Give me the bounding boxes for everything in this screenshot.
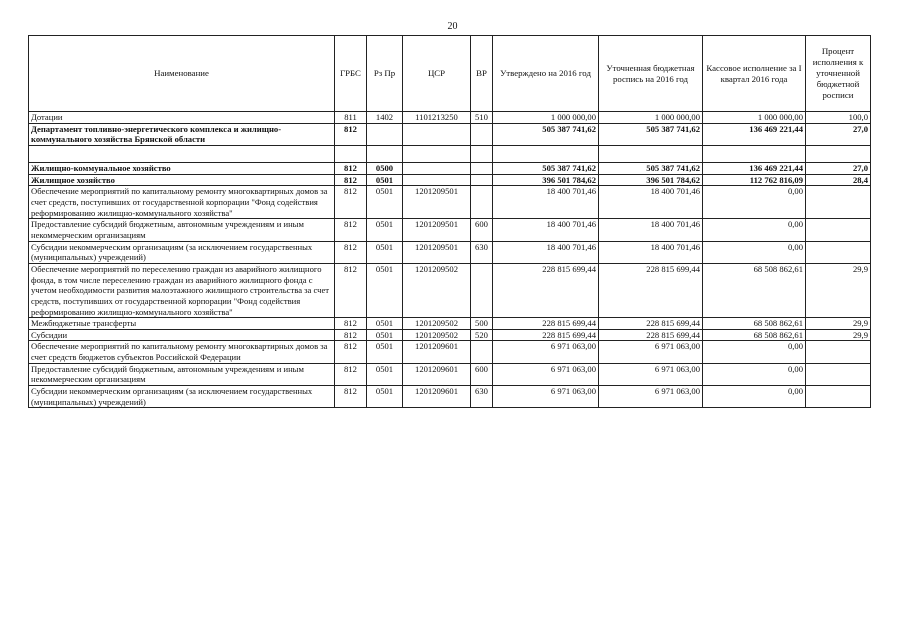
cell-rzpr: 1402 (367, 112, 403, 124)
cell-csr: 1201209601 (403, 386, 471, 408)
cell-grbs: 812 (335, 186, 367, 219)
cell-csr (403, 174, 471, 186)
cell-name: Предоставление субсидий бюджетным, автономным учреждениям и иным некоммерческим организациям (29, 363, 335, 385)
cell-percent (806, 341, 871, 363)
cell-vr: 630 (471, 241, 493, 263)
cell-percent: 100,0 (806, 112, 871, 124)
cell-percent: 29,9 (806, 263, 871, 317)
cell-name: Жилищное хозяйство (29, 174, 335, 186)
cell-approved: 6 971 063,00 (493, 386, 599, 408)
cell-percent (806, 186, 871, 219)
spacer-cell (403, 145, 471, 162)
header-percent: Процент исполнения к уточненной бюджетной росписи (806, 36, 871, 112)
cell-grbs: 812 (335, 241, 367, 263)
table-row (29, 186, 871, 219)
cell-vr (471, 123, 493, 145)
cell-cash: 0,00 (703, 186, 806, 219)
cell-percent: 29,9 (806, 318, 871, 330)
header-cash: Кассовое исполнение за I квартал 2016 года (703, 36, 806, 112)
cell-rzpr: 0501 (367, 386, 403, 408)
cell-approved: 396 501 784,62 (493, 174, 599, 186)
cell-refined: 228 815 699,44 (599, 329, 703, 341)
cell-rzpr: 0500 (367, 162, 403, 174)
cell-rzpr: 0501 (367, 186, 403, 219)
cell-cash: 68 508 862,61 (703, 318, 806, 330)
cell-csr: 1201209501 (403, 186, 471, 219)
cell-grbs: 812 (335, 329, 367, 341)
table-row (29, 329, 871, 341)
cell-vr (471, 186, 493, 219)
cell-refined: 18 400 701,46 (599, 241, 703, 263)
budget-table (28, 35, 871, 408)
cell-cash: 112 762 816,09 (703, 174, 806, 186)
cell-vr: 510 (471, 112, 493, 124)
cell-rzpr: 0501 (367, 341, 403, 363)
cell-grbs: 812 (335, 341, 367, 363)
cell-approved: 1 000 000,00 (493, 112, 599, 124)
cell-percent: 27,0 (806, 162, 871, 174)
table-row (29, 174, 871, 186)
cell-refined: 505 387 741,62 (599, 123, 703, 145)
cell-refined: 228 815 699,44 (599, 263, 703, 317)
cell-cash: 0,00 (703, 241, 806, 263)
cell-refined: 6 971 063,00 (599, 363, 703, 385)
cell-name: Жилищно-коммунальное хозяйство (29, 162, 335, 174)
cell-name: Субсидии некоммерческим организациям (за исключением государственных (муниципальных) учреждений) (29, 241, 335, 263)
cell-cash: 0,00 (703, 363, 806, 385)
cell-vr: 500 (471, 318, 493, 330)
cell-approved: 18 400 701,46 (493, 219, 599, 241)
header-name: Наименование (29, 36, 335, 112)
spacer-cell (806, 145, 871, 162)
cell-approved: 18 400 701,46 (493, 241, 599, 263)
spacer-cell (471, 145, 493, 162)
cell-approved: 6 971 063,00 (493, 341, 599, 363)
cell-approved: 18 400 701,46 (493, 186, 599, 219)
cell-rzpr: 0501 (367, 318, 403, 330)
table-row (29, 162, 871, 174)
cell-approved: 505 387 741,62 (493, 162, 599, 174)
cell-vr (471, 263, 493, 317)
header-refined: Уточненная бюджетная роспись на 2016 год (599, 36, 703, 112)
cell-rzpr: 0501 (367, 263, 403, 317)
header-vr: ВР (471, 36, 493, 112)
cell-refined: 6 971 063,00 (599, 341, 703, 363)
cell-percent: 29,9 (806, 329, 871, 341)
cell-csr: 1201209601 (403, 363, 471, 385)
cell-percent: 27,0 (806, 123, 871, 145)
cell-refined: 18 400 701,46 (599, 186, 703, 219)
cell-name: Межбюджетные трансферты (29, 318, 335, 330)
spacer-row (29, 145, 871, 162)
spacer-cell (335, 145, 367, 162)
cell-vr (471, 162, 493, 174)
cell-vr: 520 (471, 329, 493, 341)
table-row (29, 318, 871, 330)
cell-csr: 1201209502 (403, 263, 471, 317)
cell-grbs: 811 (335, 112, 367, 124)
cell-vr (471, 174, 493, 186)
cell-percent (806, 363, 871, 385)
cell-refined: 18 400 701,46 (599, 219, 703, 241)
table-row (29, 341, 871, 363)
cell-cash: 0,00 (703, 341, 806, 363)
spacer-cell (367, 145, 403, 162)
table-row (29, 123, 871, 145)
cell-csr: 1201209601 (403, 341, 471, 363)
cell-approved: 228 815 699,44 (493, 263, 599, 317)
header-approved: Утверждено на 2016 год (493, 36, 599, 112)
cell-vr: 600 (471, 363, 493, 385)
cell-refined: 6 971 063,00 (599, 386, 703, 408)
cell-rzpr (367, 123, 403, 145)
cell-percent: 28,4 (806, 174, 871, 186)
cell-csr: 1201209501 (403, 241, 471, 263)
header-rzpr: Рз Пр (367, 36, 403, 112)
cell-name: Обеспечение мероприятий по переселению граждан из аварийного жилищного фонда, в том числе переселению граждан из аварийного жилищного фонда с учетом необходимости развития малоэтажного жилищного строительства за счет средств, поступивших от государственной корпорации "Фонд содействия реформированию жилищно-коммунального хозяйства" (29, 263, 335, 317)
cell-refined: 396 501 784,62 (599, 174, 703, 186)
header-row (29, 36, 871, 112)
cell-refined: 505 387 741,62 (599, 162, 703, 174)
header-csr: ЦСР (403, 36, 471, 112)
page-number: 20 (447, 21, 458, 32)
cell-name: Департамент топливно-энергетического комплекса и жилищно-коммунального хозяйства Брянской области (29, 123, 335, 145)
cell-percent (806, 241, 871, 263)
cell-rzpr: 0501 (367, 219, 403, 241)
cell-cash: 0,00 (703, 386, 806, 408)
cell-csr (403, 162, 471, 174)
cell-cash: 136 469 221,44 (703, 162, 806, 174)
cell-grbs: 812 (335, 263, 367, 317)
spacer-cell (493, 145, 599, 162)
table-row (29, 363, 871, 385)
spacer-cell (29, 145, 335, 162)
cell-csr: 1101213250 (403, 112, 471, 124)
cell-rzpr: 0501 (367, 174, 403, 186)
table-row (29, 219, 871, 241)
cell-grbs: 812 (335, 174, 367, 186)
cell-approved: 228 815 699,44 (493, 318, 599, 330)
cell-percent (806, 386, 871, 408)
cell-rzpr: 0501 (367, 241, 403, 263)
cell-cash: 68 508 862,61 (703, 263, 806, 317)
table-row (29, 112, 871, 124)
cell-refined: 1 000 000,00 (599, 112, 703, 124)
cell-percent (806, 219, 871, 241)
cell-name: Субсидии некоммерческим организациям (за исключением государственных (муниципальных) учреждений) (29, 386, 335, 408)
spacer-cell (703, 145, 806, 162)
spacer-cell (599, 145, 703, 162)
table-body (29, 112, 871, 408)
cell-vr: 630 (471, 386, 493, 408)
cell-name: Дотации (29, 112, 335, 124)
cell-csr: 1201209502 (403, 318, 471, 330)
cell-grbs: 812 (335, 386, 367, 408)
cell-cash: 1 000 000,00 (703, 112, 806, 124)
cell-approved: 505 387 741,62 (493, 123, 599, 145)
cell-grbs: 812 (335, 363, 367, 385)
cell-grbs: 812 (335, 123, 367, 145)
cell-name: Предоставление субсидий бюджетным, автономным учреждениям и иным некоммерческим организациям (29, 219, 335, 241)
cell-cash: 68 508 862,61 (703, 329, 806, 341)
cell-vr: 600 (471, 219, 493, 241)
cell-vr (471, 341, 493, 363)
cell-cash: 0,00 (703, 219, 806, 241)
header-grbs: ГРБС (335, 36, 367, 112)
table-row (29, 241, 871, 263)
cell-rzpr: 0501 (367, 363, 403, 385)
cell-name: Обеспечение мероприятий по капитальному ремонту многоквартирных домов за счет средств, поступивших от государственной корпорации "Фонд содействия реформированию жилищно-коммунального хозяйства" (29, 186, 335, 219)
cell-grbs: 812 (335, 318, 367, 330)
cell-cash: 136 469 221,44 (703, 123, 806, 145)
cell-csr: 1201209502 (403, 329, 471, 341)
cell-name: Обеспечение мероприятий по капитальному ремонту многоквартирных домов за счет средств бюджетов субъектов Российской Федерации (29, 341, 335, 363)
cell-name: Субсидии (29, 329, 335, 341)
cell-approved: 228 815 699,44 (493, 329, 599, 341)
cell-rzpr: 0501 (367, 329, 403, 341)
cell-approved: 6 971 063,00 (493, 363, 599, 385)
cell-refined: 228 815 699,44 (599, 318, 703, 330)
cell-grbs: 812 (335, 162, 367, 174)
cell-grbs: 812 (335, 219, 367, 241)
table-row (29, 263, 871, 317)
cell-csr: 1201209501 (403, 219, 471, 241)
table-row (29, 386, 871, 408)
cell-csr (403, 123, 471, 145)
